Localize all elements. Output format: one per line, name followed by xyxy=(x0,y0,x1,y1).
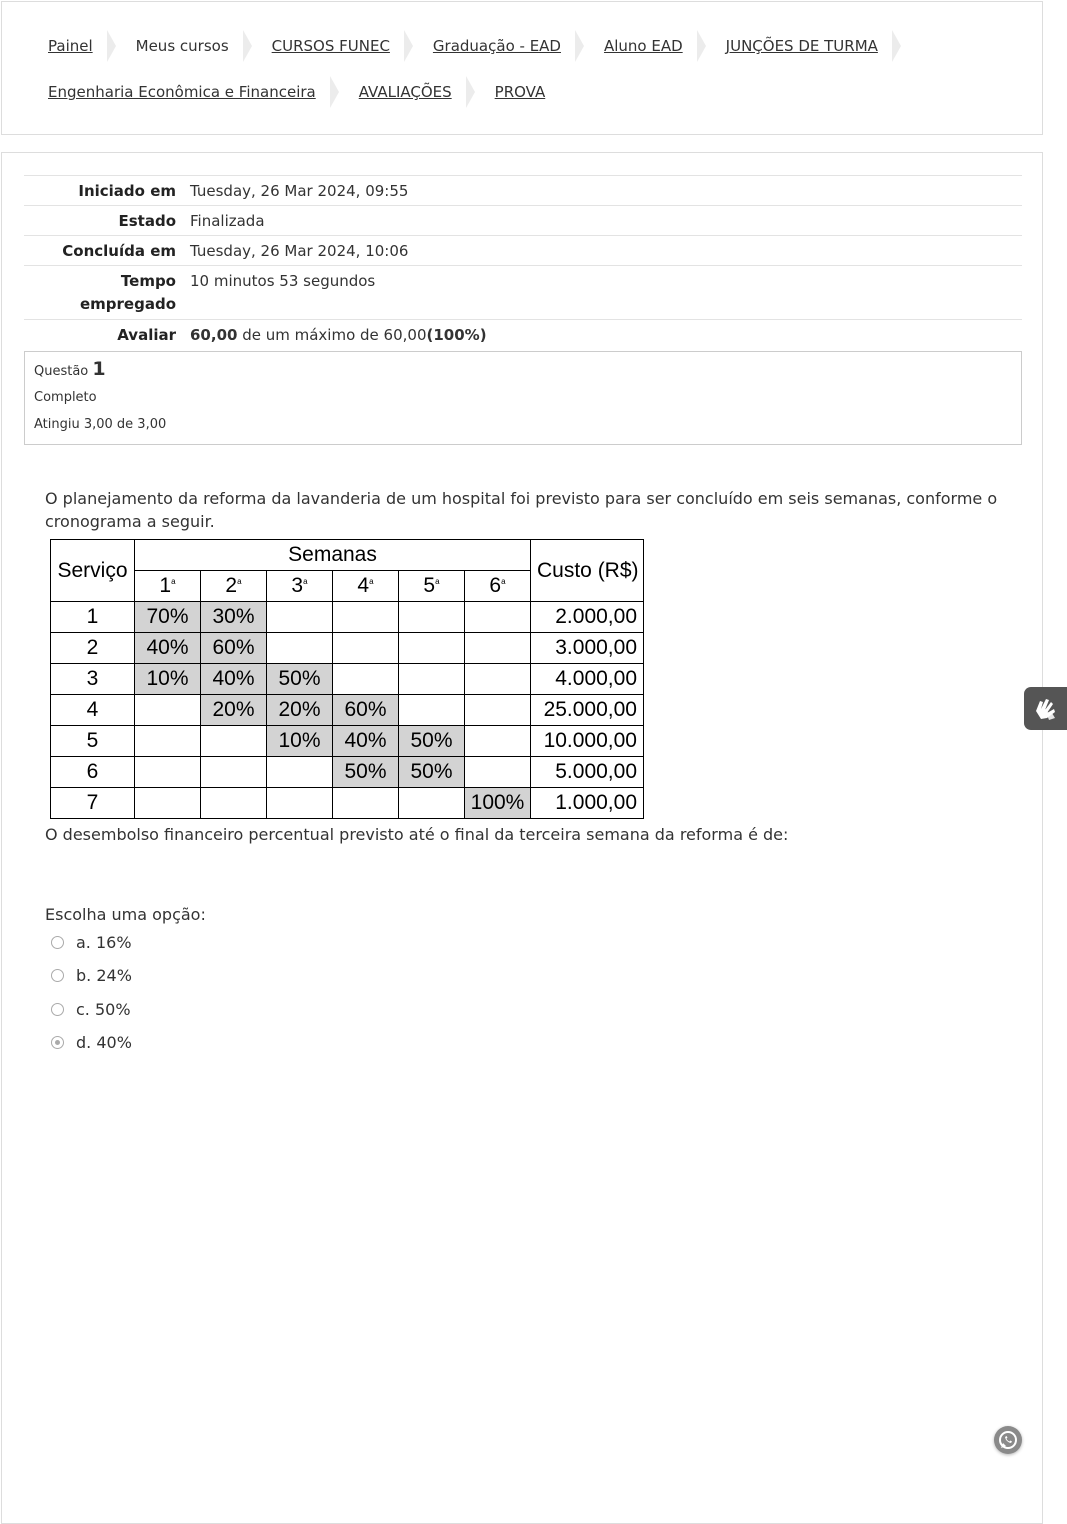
grade-score: 60,00 xyxy=(190,326,238,344)
answer-option-label: b. 24% xyxy=(76,966,132,985)
schedule-week-header xyxy=(465,571,531,602)
schedule-percent-cell: 20% xyxy=(267,695,333,726)
week-ordinal: a xyxy=(303,577,308,586)
week-number: 5 xyxy=(423,574,436,597)
question-state: Completo xyxy=(34,390,97,405)
week-ordinal: a xyxy=(501,577,506,586)
radio-button[interactable] xyxy=(51,936,64,949)
breadcrumb-item-graduacao-ead[interactable]: Graduação - EAD xyxy=(432,37,561,55)
schedule-percent-cell: 40% xyxy=(201,664,267,695)
schedule-percent-cell xyxy=(465,664,531,695)
question-number-label: Questão xyxy=(34,364,89,379)
schedule-percent-cell xyxy=(135,726,201,757)
schedule-percent-cell xyxy=(201,726,267,757)
answer-option-d[interactable] xyxy=(51,1033,132,1052)
schedule-row xyxy=(51,602,644,633)
breadcrumb-separator xyxy=(575,30,584,62)
whatsapp-button[interactable] xyxy=(994,1426,1022,1454)
breadcrumb-separator xyxy=(330,76,339,108)
schedule-percent-cell xyxy=(399,633,465,664)
schedule-percent-cell: 30% xyxy=(201,602,267,633)
schedule-percent-cell: 50% xyxy=(333,757,399,788)
schedule-cost-cell: 25.000,00 xyxy=(531,695,644,726)
schedule-percent-cell xyxy=(267,633,333,664)
schedule-percent-cell: 60% xyxy=(201,633,267,664)
week-ordinal: a xyxy=(369,577,374,586)
schedule-percent-cell xyxy=(267,757,333,788)
grade-percent: (100%) xyxy=(426,326,487,344)
schedule-cost-cell: 5.000,00 xyxy=(531,757,644,788)
summary-value: Finalizada xyxy=(190,212,265,230)
question-text: O planejamento da reforma da lavanderia de um hospital foi previsto para ser concluído em seis semanas, conforme o cronograma a seguir. xyxy=(45,489,998,531)
summary-row-completed xyxy=(24,236,1022,266)
quiz-review-region xyxy=(1,152,1043,1524)
breadcrumb-separator xyxy=(107,30,116,62)
schedule-cost-cell: 3.000,00 xyxy=(531,633,644,664)
schedule-week-header xyxy=(201,571,267,602)
schedule-percent-cell xyxy=(399,788,465,819)
week-number: 3 xyxy=(291,574,304,597)
answer-option-a[interactable] xyxy=(51,933,132,952)
schedule-percent-cell xyxy=(333,788,399,819)
schedule-service-cell: 6 xyxy=(51,757,135,788)
summary-value: 10 minutos 53 segundos xyxy=(190,272,376,290)
question-prompt: O desembolso financeiro percentual previsto até o final da terceira semana da reforma é de: xyxy=(45,825,789,844)
schedule-percent-cell: 60% xyxy=(333,695,399,726)
breadcrumb-item-aluno-ead[interactable]: Aluno EAD xyxy=(603,37,683,55)
schedule-cost-cell: 1.000,00 xyxy=(531,788,644,819)
breadcrumb-item-juncoes-de-turma[interactable]: JUNÇÕES DE TURMA xyxy=(725,37,878,55)
summary-value: Tuesday, 26 Mar 2024, 10:06 xyxy=(190,242,409,260)
schedule-percent-cell xyxy=(135,788,201,819)
schedule-row xyxy=(51,633,644,664)
week-number: 4 xyxy=(357,574,370,597)
schedule-percent-cell: 50% xyxy=(399,726,465,757)
schedule-service-cell: 5 xyxy=(51,726,135,757)
summary-row-grade xyxy=(24,320,1022,350)
breadcrumb-item-cursos-funec[interactable]: CURSOS FUNEC xyxy=(271,37,390,55)
breadcrumb-item-painel[interactable]: Painel xyxy=(48,37,93,55)
summary-label: Avaliar xyxy=(117,326,176,344)
schedule-service-cell: 1 xyxy=(51,602,135,633)
week-number: 6 xyxy=(489,574,502,597)
breadcrumb-separator xyxy=(892,30,901,62)
accessibility-button[interactable] xyxy=(1024,687,1067,730)
schedule-percent-cell: 40% xyxy=(135,633,201,664)
summary-label: Iniciado em xyxy=(78,182,176,200)
schedule-percent-cell xyxy=(465,602,531,633)
schedule-percent-cell: 70% xyxy=(135,602,201,633)
breadcrumb-separator xyxy=(466,76,475,108)
schedule-percent-cell: 40% xyxy=(333,726,399,757)
schedule-service-cell: 7 xyxy=(51,788,135,819)
schedule-week-header xyxy=(399,571,465,602)
breadcrumb-separator xyxy=(243,30,252,62)
schedule-percent-cell xyxy=(135,695,201,726)
schedule-percent-cell xyxy=(465,726,531,757)
summary-row-state xyxy=(24,206,1022,236)
schedule-percent-cell xyxy=(333,602,399,633)
schedule-header-cost: Custo (R$) xyxy=(531,540,644,602)
schedule-percent-cell xyxy=(333,664,399,695)
answer-option-b[interactable] xyxy=(51,966,132,985)
schedule-week-header xyxy=(135,571,201,602)
radio-button[interactable] xyxy=(51,969,64,982)
schedule-percent-cell xyxy=(465,757,531,788)
breadcrumb-separator xyxy=(697,30,706,62)
breadcrumb-item-avaliacoes[interactable]: AVALIAÇÕES xyxy=(358,83,452,101)
schedule-percent-cell: 20% xyxy=(201,695,267,726)
radio-button[interactable] xyxy=(51,1003,64,1016)
week-number: 1 xyxy=(159,574,172,597)
grade-text: de um máximo de 60,00 xyxy=(237,326,427,344)
question-number-value: 1 xyxy=(92,358,106,380)
schedule-cost-cell: 2.000,00 xyxy=(531,602,644,633)
schedule-percent-cell xyxy=(267,788,333,819)
question-info-box xyxy=(24,351,1022,445)
schedule-percent-cell xyxy=(135,757,201,788)
schedule-cost-cell: 4.000,00 xyxy=(531,664,644,695)
schedule-percent-cell xyxy=(465,633,531,664)
schedule-percent-cell: 10% xyxy=(135,664,201,695)
attempt-summary-table xyxy=(24,175,1022,349)
schedule-percent-cell xyxy=(399,664,465,695)
schedule-percent-cell: 10% xyxy=(267,726,333,757)
question-grade: Atingiu 3,00 de 3,00 xyxy=(34,417,167,432)
schedule-percent-cell xyxy=(201,757,267,788)
breadcrumb-item-meus-cursos: Meus cursos xyxy=(135,37,229,55)
answer-option-label: d. 40% xyxy=(76,1033,132,1052)
schedule-percent-cell xyxy=(399,602,465,633)
schedule-header-service: Serviço xyxy=(51,540,135,602)
summary-label: Concluída em xyxy=(62,242,176,260)
schedule-header-weeks: Semanas xyxy=(135,540,531,571)
radio-button-selected[interactable] xyxy=(51,1036,64,1049)
answer-option-label: a. 16% xyxy=(76,933,132,952)
schedule-row xyxy=(51,788,644,819)
question-number xyxy=(34,358,106,380)
week-ordinal: a xyxy=(171,577,176,586)
choose-option-label: Escolha uma opção: xyxy=(45,905,206,924)
week-ordinal: a xyxy=(237,577,242,586)
whatsapp-icon xyxy=(994,1426,1022,1454)
summary-row-time xyxy=(24,266,1022,320)
answer-option-label: c. 50% xyxy=(76,1000,131,1019)
schedule-row xyxy=(51,726,644,757)
schedule-percent-cell xyxy=(465,695,531,726)
week-number: 2 xyxy=(225,574,238,597)
schedule-service-cell: 4 xyxy=(51,695,135,726)
sign-language-icon xyxy=(1024,687,1067,730)
schedule-row xyxy=(51,664,644,695)
week-ordinal: a xyxy=(435,577,440,586)
summary-label: Tempo empregado xyxy=(79,272,176,313)
schedule-week-header xyxy=(267,571,333,602)
schedule-table xyxy=(50,539,644,819)
summary-value xyxy=(190,320,1022,350)
schedule-cost-cell: 10.000,00 xyxy=(531,726,644,757)
schedule-service-cell: 3 xyxy=(51,664,135,695)
breadcrumb-item-prova[interactable]: PROVA xyxy=(494,83,546,101)
schedule-percent-cell xyxy=(201,788,267,819)
schedule-percent-cell xyxy=(399,695,465,726)
schedule-percent-cell: 100% xyxy=(465,788,531,819)
schedule-percent-cell xyxy=(267,602,333,633)
schedule-service-cell: 2 xyxy=(51,633,135,664)
schedule-percent-cell: 50% xyxy=(399,757,465,788)
summary-value: Tuesday, 26 Mar 2024, 09:55 xyxy=(190,182,409,200)
summary-row-started xyxy=(24,176,1022,206)
summary-label: Estado xyxy=(118,212,176,230)
schedule-percent-cell xyxy=(333,633,399,664)
breadcrumb xyxy=(1,1,1043,135)
breadcrumb-item-course[interactable]: Engenharia Econômica e Financeira xyxy=(48,83,316,101)
schedule-row xyxy=(51,757,644,788)
schedule-week-header xyxy=(333,571,399,602)
schedule-row xyxy=(51,695,644,726)
breadcrumb-separator xyxy=(404,30,413,62)
schedule-percent-cell: 50% xyxy=(267,664,333,695)
answer-option-c[interactable] xyxy=(51,1000,131,1019)
